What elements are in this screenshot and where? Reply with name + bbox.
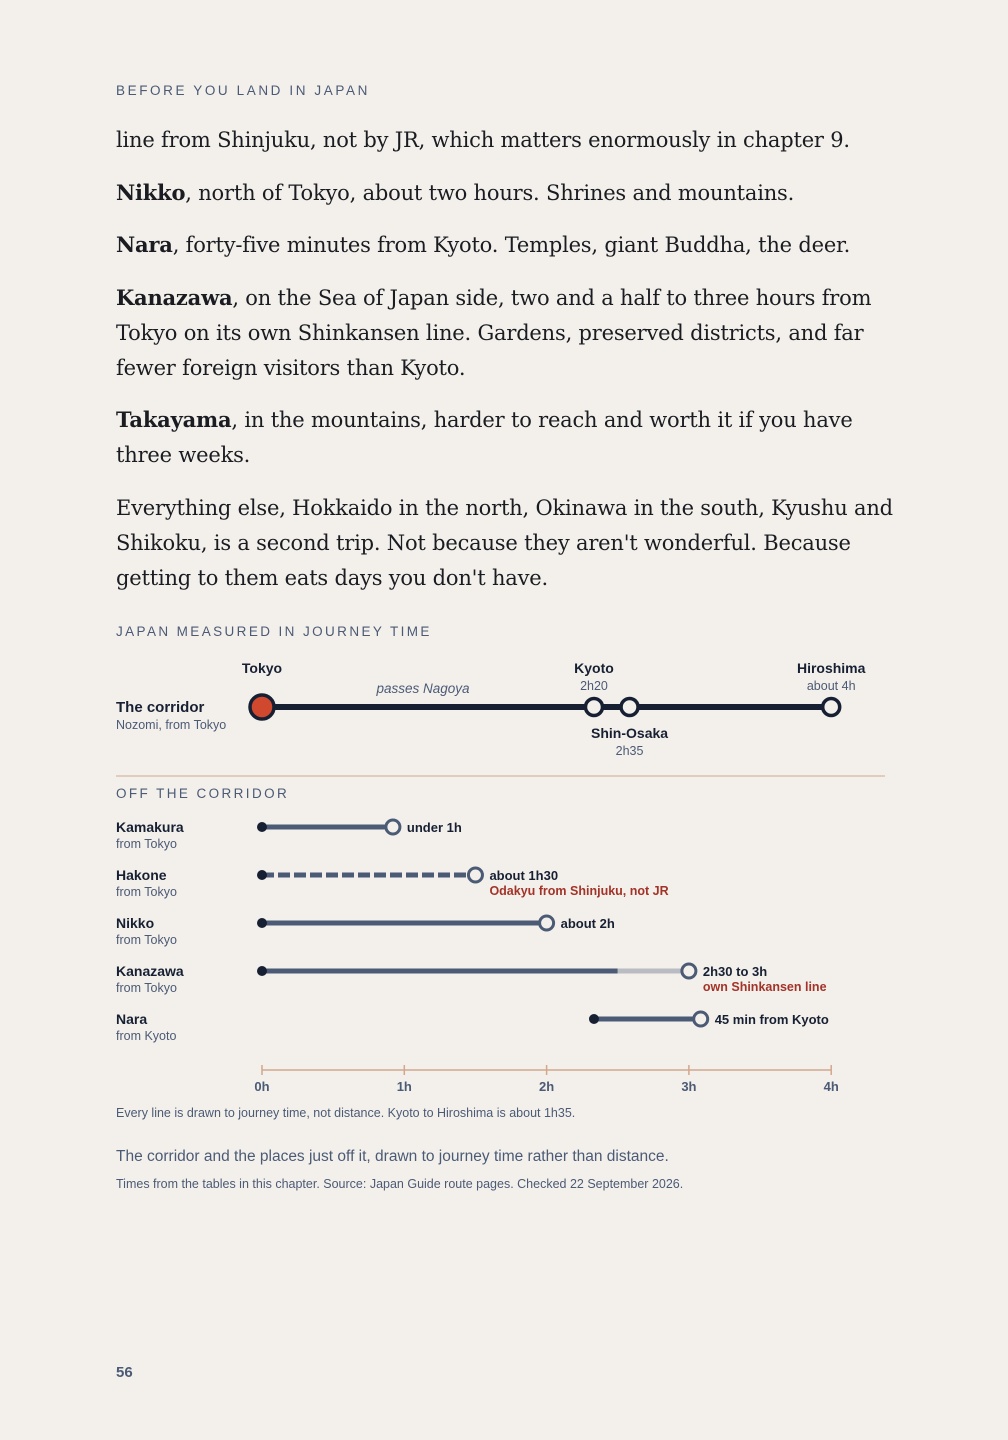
route-name: Nara: [116, 1011, 148, 1027]
route-origin: from Kyoto: [116, 1029, 177, 1043]
route-time-label: about 2h: [560, 916, 615, 931]
paragraph: Nara, forty-five minutes from Kyoto. Temples, giant Buddha, the deer.: [116, 232, 851, 257]
station-time: 2h35: [615, 744, 644, 758]
station-marker: [585, 699, 602, 716]
paragraph: line from Shinjuku, not by JR, which matters enormously in chapter 9.: [116, 128, 850, 152]
route-name: Hakone: [116, 867, 167, 883]
axis-tick-label: 4h: [823, 1079, 839, 1094]
corridor-label: The corridor: [116, 699, 205, 716]
figure-source: Times from the tables in this chapter. Source: Japan Guide route pages. Checked 22 September 2026.: [116, 1177, 684, 1191]
axis-tick-label: 0h: [254, 1079, 270, 1094]
route-end-marker: [540, 916, 554, 930]
route-name: Kamakura: [116, 819, 184, 835]
corridor-note: passes Nagoya: [376, 681, 470, 696]
route-start-dot: [589, 1014, 599, 1024]
route-time-label: under 1h: [406, 820, 462, 835]
route-origin: from Tokyo: [116, 933, 177, 947]
axis-tick-label: 2h: [539, 1079, 555, 1094]
route-end-marker: [386, 820, 400, 834]
paragraph: Nikko, north of Tokyo, about two hours. Shrines and mountains.: [116, 179, 795, 205]
figure-footnote: Every line is drawn to journey time, not distance. Kyoto to Hiroshima is about 1h35.: [116, 1106, 576, 1120]
figure-title: JAPAN MEASURED IN JOURNEY TIME: [116, 624, 432, 639]
route-start-dot: [257, 918, 267, 928]
corridor-sublabel: Nozomi, from Tokyo: [116, 718, 227, 732]
route-time-label: about 1h30: [489, 868, 559, 883]
station-marker: [621, 699, 638, 716]
route-note: own Shinkansen line: [702, 980, 827, 994]
route-time-label: 2h30 to 3h: [702, 964, 768, 979]
axis-tick-label: 1h: [396, 1079, 412, 1094]
station-name: Kyoto: [574, 660, 614, 676]
route-end-marker: [694, 1012, 708, 1026]
route-end-marker: [468, 868, 482, 882]
route-note: Odakyu from Shinjuku, not JR: [489, 884, 669, 898]
route-origin: from Tokyo: [116, 885, 177, 899]
off-corridor-heading: OFF THE CORRIDOR: [116, 786, 290, 801]
route-origin: from Tokyo: [116, 837, 177, 851]
running-head: BEFORE YOU LAND IN JAPAN: [116, 83, 370, 98]
paragraph: Takayama, in the mountains, harder to reach and worth it if you have three weeks.: [116, 407, 853, 467]
station-marker-origin: [250, 695, 274, 719]
route-name: Nikko: [116, 915, 155, 931]
figure-caption: The corridor and the places just off it, drawn to journey time rather than distance.: [116, 1148, 669, 1165]
route-start-dot: [257, 966, 267, 976]
station-name: Shin-Osaka: [591, 725, 669, 741]
station-marker: [823, 699, 840, 716]
station-time: 2h20: [580, 679, 608, 693]
page-number: 56: [116, 1364, 133, 1381]
paragraph: Kanazawa, on the Sea of Japan side, two and a half to three hours from Tokyo on its own Shinkansen line. Gardens, preserved districts, and far fewer foreign visitors than Kyoto.: [116, 284, 872, 380]
station-name: Tokyo: [241, 660, 283, 676]
route-origin: from Tokyo: [116, 981, 177, 995]
route-end-marker: [682, 964, 696, 978]
route-start-dot: [257, 822, 267, 832]
route-time-label: 45 min from Kyoto: [714, 1012, 829, 1027]
station-name: Hiroshima: [796, 660, 866, 676]
route-start-dot: [257, 870, 267, 880]
axis-tick-label: 3h: [681, 1079, 697, 1094]
paragraph: Everything else, Hokkaido in the north, Okinawa in the south, Kyushu and Shikoku, is a second trip. Not because they aren't wonderful. Because getting to them eats days you don't have.: [116, 495, 893, 590]
station-time: about 4h: [806, 679, 856, 693]
route-name: Kanazawa: [116, 963, 184, 979]
